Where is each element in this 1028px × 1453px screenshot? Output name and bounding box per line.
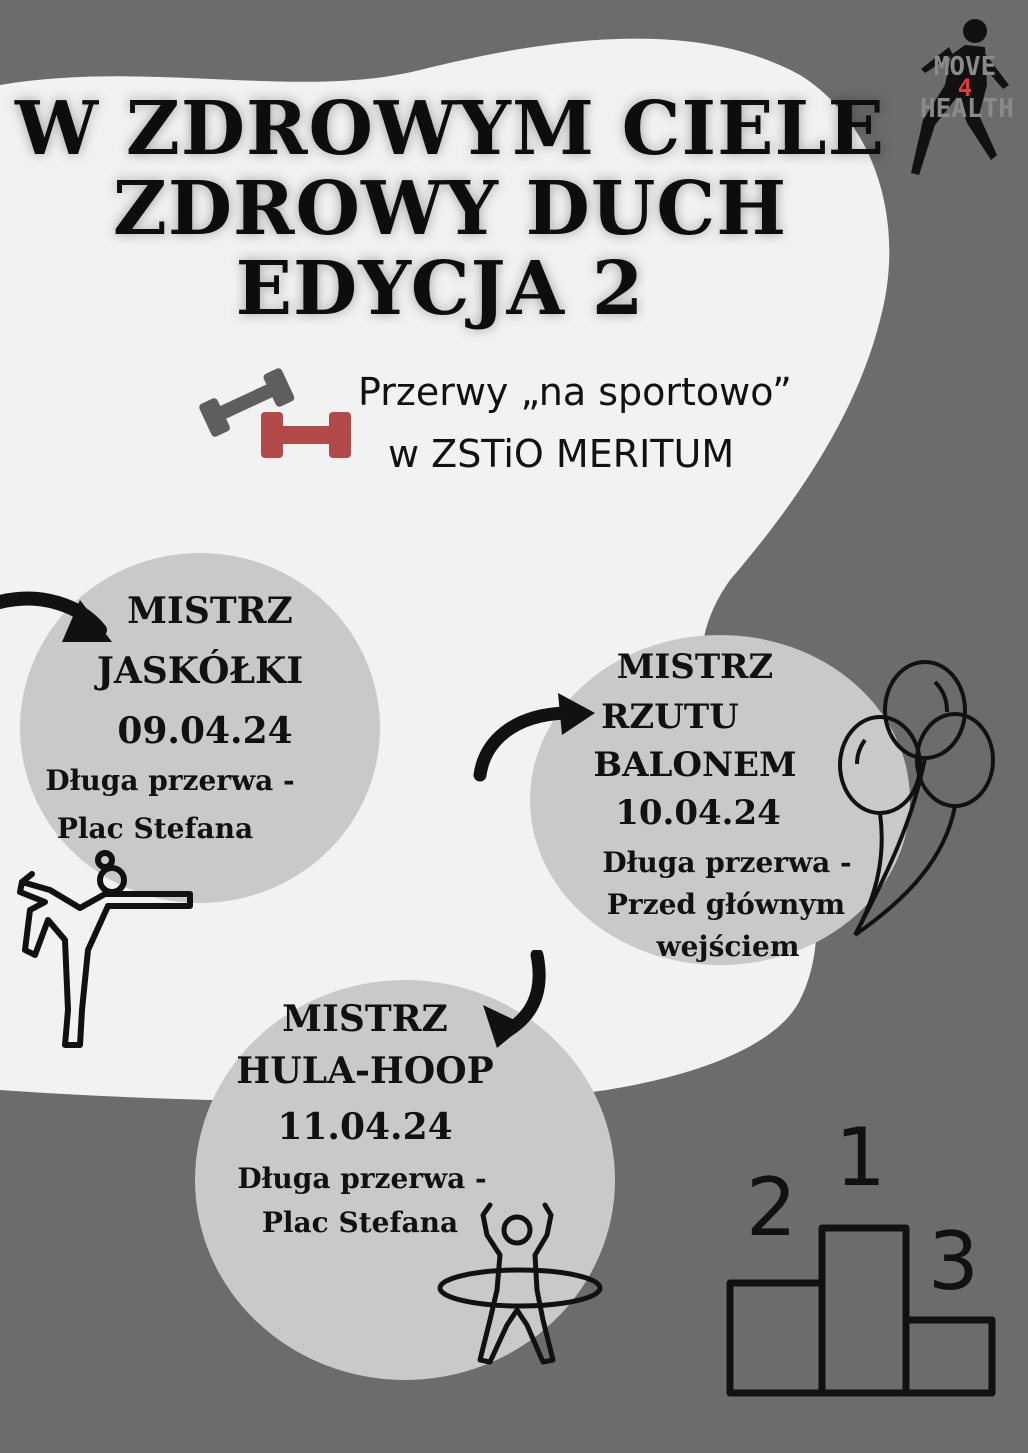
arrow-icon-3 [475, 950, 555, 1055]
dumbbells-icon [195, 360, 360, 465]
event3-name-line1: MISTRZ [282, 998, 448, 1040]
event1-detail-line2: Plac Stefana [56, 812, 254, 845]
event1-detail-line1: Długa przerwa - [45, 764, 295, 797]
event2-name-line2: RZUTU [601, 697, 739, 737]
title-line2: ZDROWY DUCH [112, 166, 788, 252]
logo-digit: 4 [957, 74, 973, 102]
logo-line1: MOVE [933, 52, 997, 82]
subtitle-line1: Przerwy „na sportowo” [358, 370, 792, 414]
hula-hoop-icon [435, 1200, 605, 1370]
title-line1: W ZDROWYM CIELE [15, 86, 885, 172]
event1-name-line1: MISTRZ [127, 590, 293, 632]
title-line3: EDYCJA 2 [235, 246, 645, 332]
event1-name-line2: JASKÓŁKI [96, 650, 304, 692]
dancer-icon [10, 850, 195, 1055]
podium-first: 1 [835, 1111, 886, 1204]
podium-second: 2 [746, 1161, 797, 1254]
event3-detail-line2: Plac Stefana [261, 1206, 459, 1239]
logo [920, 52, 1014, 124]
event2-detail-line1: Długa przerwa - [602, 846, 852, 879]
event1-date: 09.04.24 [117, 710, 293, 752]
event3-name-line2: HULA-HOOP [236, 1050, 494, 1092]
event2-name-line1: MISTRZ [616, 647, 774, 687]
event3-detail-line1: Długa przerwa - [237, 1162, 487, 1195]
event2-detail-line2: Przed głównym [606, 888, 846, 921]
event2-detail-line3: wejściem [656, 930, 800, 963]
event3-date: 11.04.24 [277, 1106, 453, 1148]
event2-date: 10.04.24 [615, 793, 781, 833]
podium-third: 3 [928, 1215, 979, 1308]
logo-line2: HEALTH [920, 94, 1014, 124]
subtitle-line2: w ZSTiO MERITUM [388, 432, 735, 476]
arrow-icon-2 [470, 685, 600, 785]
balloons-icon [835, 660, 1000, 945]
event2-name-line3: BALONEM [593, 745, 797, 785]
